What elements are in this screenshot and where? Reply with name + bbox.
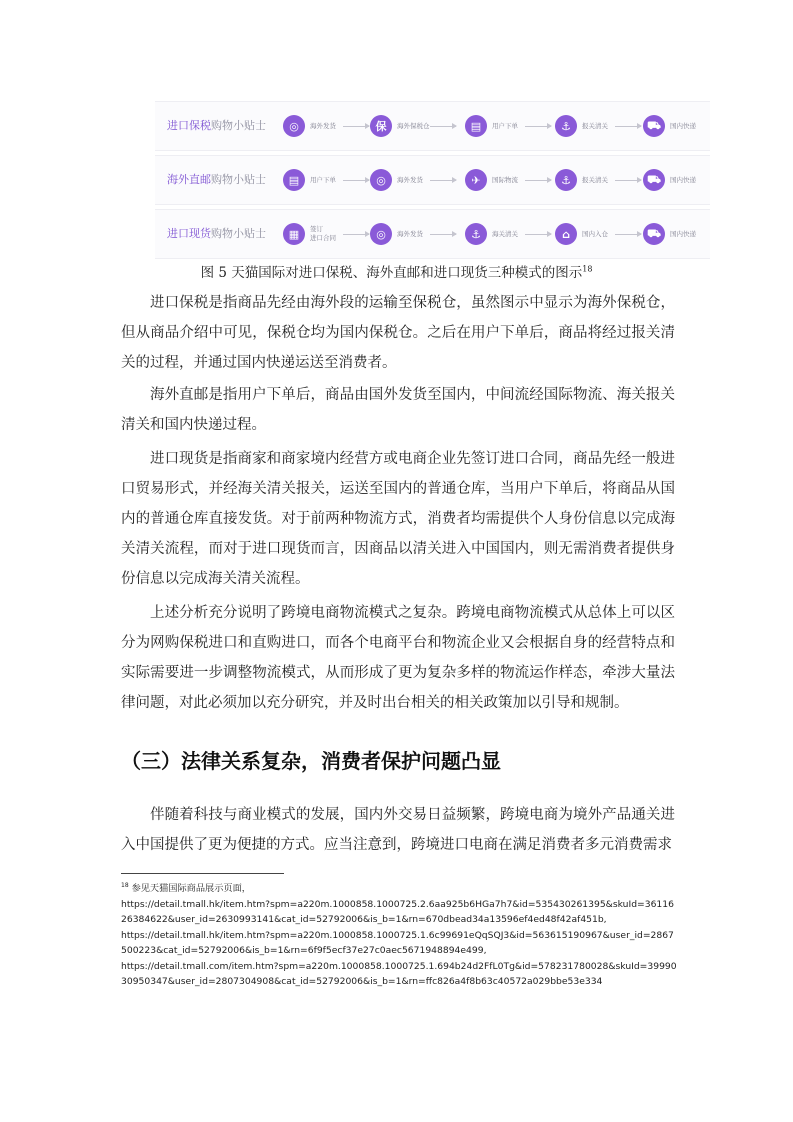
figure-step-label: 海外发货	[397, 229, 423, 238]
flow-arrow-icon	[615, 234, 641, 235]
figure-row-title-highlight: 海外直邮	[167, 173, 211, 186]
figure-row-title-rest: 购物小贴士	[211, 173, 266, 186]
caption-footnote-ref[interactable]: 18	[582, 264, 593, 274]
order-doc-icon: ▤	[465, 115, 487, 137]
figure-step	[555, 210, 608, 258]
figure-step-label: 国内快递	[670, 175, 696, 184]
anchor-icon: ⚓	[555, 169, 577, 191]
anchor-icon: ⚓	[555, 115, 577, 137]
figure-row-title-highlight: 进口现货	[167, 227, 211, 240]
truck-icon: ⛟	[643, 223, 665, 245]
flow-arrow-icon	[615, 126, 641, 127]
figure-step	[643, 102, 696, 150]
figure-step-label: 报关清关	[582, 175, 608, 184]
figure-step	[465, 210, 518, 258]
figure-step-label: 海外发货	[310, 121, 336, 130]
globe-icon: ◎	[370, 223, 392, 245]
paragraph-bonded-import: 进口保税是指商品先经由海外段的运输至保税仓，虽然图示中显示为海外保税仓，但从商品介绍中可见，保税仓均为国内保税仓。之后在用户下单后，商品将经过报关清关的过程，并通过国内快递运送至消费者。	[121, 295, 675, 371]
anchor-icon: ⚓	[465, 223, 487, 245]
figure-step	[643, 210, 696, 258]
footnote-text: 参见天猫国际商品展示页面，	[131, 883, 251, 895]
footnote-number: 18	[121, 882, 129, 889]
figure-row-title	[167, 102, 266, 150]
figure-row-title-highlight: 进口保税	[167, 119, 211, 132]
figure-step-label: 用户下单	[492, 121, 518, 130]
figure-step	[370, 210, 423, 258]
figure-row-title	[167, 210, 266, 258]
flow-arrow-icon	[430, 234, 456, 235]
flow-arrow-icon	[343, 180, 369, 181]
footnote-link-2[interactable]: https://detail.tmall.hk/item.htm?spm=a220m.1000858.1000725.1.6c99691eQqSQJ3&id=563615190967&user_id=2867500223&cat_id=52792006&is_b=1&rn=6f9f5ecf37e27c0aec5671948894e499,	[121, 929, 674, 957]
figure-step	[465, 102, 518, 150]
figure-step	[555, 102, 608, 150]
caption-text: 图 5 天猫国际对进口保税、海外直邮和进口现货三种模式的图示	[200, 265, 583, 281]
figure-step	[465, 156, 518, 204]
flow-arrow-icon	[525, 180, 551, 181]
figure-step-label: 海关清关	[492, 229, 518, 238]
figure-step-label: 报关清关	[582, 121, 608, 130]
footnote-link-3[interactable]: https://detail.tmall.com/item.htm?spm=a220m.1000858.1000725.1.694b24d2FfL0Tg&id=578231780028&skuId=3999030950347&user_id=2807304908&cat_id=52792006&is_b=1&rn=ffc826a4f8b63c40572a029bbe53e334	[121, 960, 677, 988]
figure-step-label: 海外发货	[397, 175, 423, 184]
flow-arrow-icon	[343, 234, 369, 235]
figure-step-label: 用户下单	[310, 175, 336, 184]
footnote	[121, 878, 677, 990]
paragraph-analysis: 上述分析充分说明了跨境电商物流模式之复杂。跨境电商物流模式从总体上可以区分为网购保税进口和直购进口，而各个电商平台和物流企业又会根据自身的经营特点和实际需要进一步调整物流模式，从而形成了更为复杂多样的物流运作样态，牵涉大量法律问题，对此必须加以充分研究，并及时出台相关的相关政策加以引导和规制。	[121, 605, 675, 711]
figure-row-title-rest: 购物小贴士	[211, 119, 266, 132]
section-heading: （三）法律关系复杂，消费者保护问题凸显	[121, 749, 501, 773]
paragraph-intro: 伴随着科技与商业模式的发展，国内外交易日益频繁，跨境电商为境外产品通关进入中国提供了更为便捷的方式。应当注意到，跨境进口电商在满足消费者多元消费需求	[121, 807, 675, 853]
figure-row	[155, 155, 710, 205]
flow-arrow-icon	[430, 126, 456, 127]
logistics-mode-figure	[155, 101, 710, 263]
flow-arrow-icon	[430, 180, 456, 181]
figure-step-label: 国内快递	[670, 229, 696, 238]
figure-step	[283, 156, 336, 204]
truck-icon: ⛟	[643, 115, 665, 137]
figure-row	[155, 101, 710, 151]
figure-caption	[0, 261, 793, 281]
flow-arrow-icon	[343, 126, 369, 127]
footnote-link-1[interactable]: https://detail.tmall.hk/item.htm?spm=a220m.1000858.1000725.2.6aa925b6HGa7h7&id=535430261395&skuId=3611626384622&user_id=2630993141&cat_id=52792006&is_b=1&rn=670dbead34a13596ef4ed48f42af451b,	[121, 898, 674, 926]
globe-icon: ◎	[370, 169, 392, 191]
paragraph-spot-import: 进口现货是指商家和商家境内经营方或电商企业先签订进口合同，商品先经一般进口贸易形式，并经海关清关报关，运送至国内的普通仓库，当用户下单后，将商品从国内的普通仓库直接发货。对于前两种物流方式，消费者均需提供个人身份信息以完成海关清关流程，而对于进口现货而言，因商品以清关进入中国国内，则无需消费者提供身份信息以完成海关清关流程。	[121, 451, 675, 587]
figure-step	[643, 156, 696, 204]
figure-step-label: 签订 进口合同	[310, 225, 336, 242]
figure-step	[283, 210, 336, 258]
truck-icon: ⛟	[643, 169, 665, 191]
flow-arrow-icon	[525, 126, 551, 127]
figure-row-title-rest: 购物小贴士	[211, 227, 266, 240]
figure-step-label: 海外保税仓	[397, 121, 430, 130]
globe-icon: ◎	[283, 115, 305, 137]
warehouse-icon: ⌂	[555, 223, 577, 245]
figure-step	[283, 102, 336, 150]
figure-row	[155, 209, 710, 259]
footnote-divider	[121, 873, 284, 874]
figure-step	[555, 156, 608, 204]
flow-arrow-icon	[615, 180, 641, 181]
order-doc-icon: ▤	[283, 169, 305, 191]
paragraph-direct-mail: 海外直邮是指用户下单后，商品由国外发货至国内，中间流经国际物流、海关报关清关和国内快递过程。	[121, 387, 675, 433]
figure-step	[370, 156, 423, 204]
figure-step-label: 国内快递	[670, 121, 696, 130]
flow-arrow-icon	[525, 234, 551, 235]
figure-step	[370, 102, 430, 150]
contract-icon: ▦	[283, 223, 305, 245]
bao-icon: 保	[370, 115, 392, 137]
figure-step-label: 国内入仓	[582, 229, 608, 238]
figure-step-label: 国际物流	[492, 175, 518, 184]
figure-row-title	[167, 156, 266, 204]
plane-icon: ✈	[465, 169, 487, 191]
